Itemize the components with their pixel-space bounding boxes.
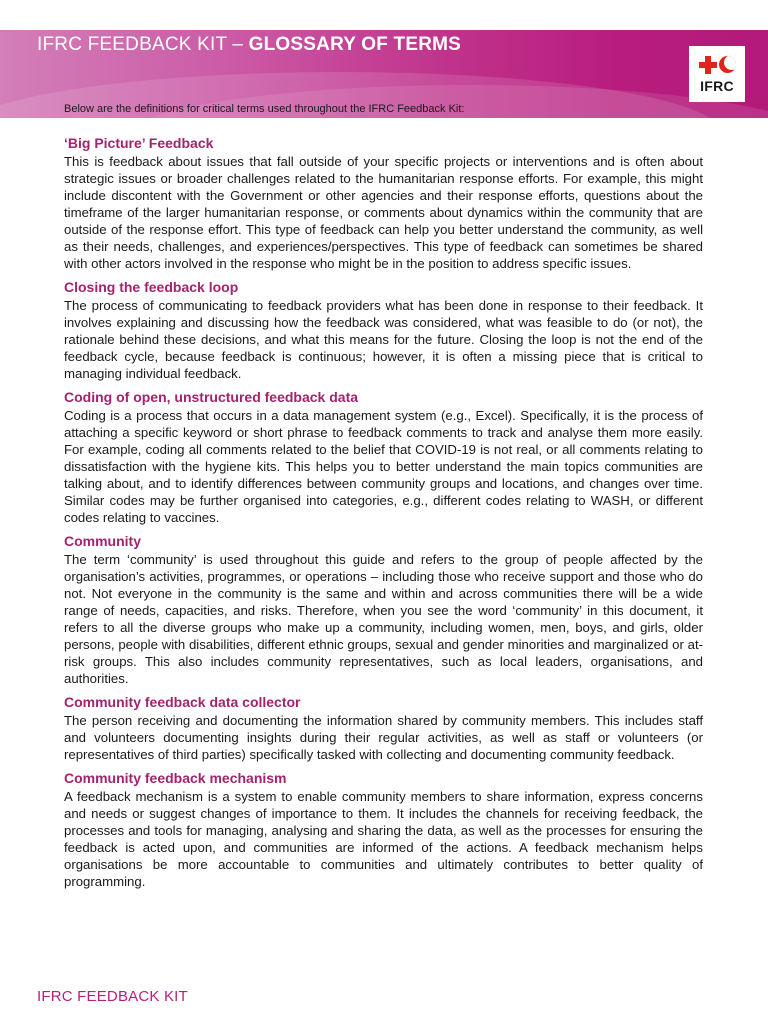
- glossary-definition: The person receiving and documenting the information shared by community members. This includes staff and volunteers documenting insights during their regular activities, as well as staff or volunteers (or representatives of third parties) specifically tasked with collecting and documenting community feedback.: [64, 713, 703, 762]
- glossary-entry: [64, 694, 703, 763]
- glossary-entry: [64, 279, 703, 382]
- intro-text: Below are the definitions for critical terms used throughout the IFRC Feedback Kit:: [64, 103, 465, 115]
- red-cross-icon: [699, 56, 717, 74]
- glossary-term: Coding of open, unstructured feedback data: [64, 389, 359, 405]
- ifrc-logo: [689, 46, 745, 102]
- glossary-entry: [64, 770, 703, 890]
- glossary-term: Community feedback mechanism: [64, 770, 287, 786]
- glossary-entry: [64, 533, 703, 687]
- glossary-term: Community feedback data collector: [64, 694, 301, 710]
- glossary-definition: This is feedback about issues that fall outside of your specific projects or interventions and is often about strategic issues or broader challenges related to the humanitarian response efforts. For example, this might include discontent with the Government or other agencies and their response efforts, questions about the timeframe of the larger humanitarian response, or comments about dynamics within the community that are outside of the response effort. This type of feedback can help you better understand the community, as well as their needs, challenges, and experiences/perspectives. This type of feedback can sometimes be shared with other actors involved in the response who might be in the position to address specific issues.: [64, 154, 703, 271]
- glossary-definition: The term ‘community’ is used throughout this guide and refers to the group of people affected by the organisation’s activities, programmes, or operations – including those who receive support and those who do not. Not everyone in the community is the same and within and across communities there will be a wide range of needs, capacities, and risks. Therefore, when you see the word ‘community’ in this document, it refers to all the diverse groups who make up a community, including women, men, boys, and girls, older persons, people with disabilities, different ethnic groups, sexual and gender minorities and marginalized or at-risk groups. This also includes community representatives, such as local leaders, organisations, and authorities.: [64, 552, 703, 686]
- glossary-entry: [64, 135, 703, 272]
- glossary-list: [64, 135, 703, 897]
- red-crescent-icon: [719, 56, 736, 73]
- glossary-definition: The process of communicating to feedback providers what has been done in response to their feedback. It involves explaining and discussing how the feedback was considered, what was feasible to do (or not), the rationale behind these decisions, and what this means for the future. Closing the loop is not the end of the feedback cycle, because feedback is continuous; however, it is often a missing piece that is critical to managing individual feedback.: [64, 298, 703, 381]
- page-title-bold: GLOSSARY OF TERMS: [248, 34, 462, 55]
- glossary-term: ‘Big Picture’ Feedback: [64, 135, 214, 151]
- glossary-definition: A feedback mechanism is a system to enable community members to share information, express concerns and needs or suggest changes of importance to them. It includes the channels for receiving feedback, the processes and tools for managing, analysing and sharing the data, as well as the processes for ensuring the feedback is acted upon, and communities are informed of the actions. A feedback mechanism helps organisations be more accountable to communities and ultimately contributes to better quality of programming.: [64, 789, 703, 889]
- glossary-entry: [64, 389, 703, 526]
- glossary-term: Closing the feedback loop: [64, 279, 239, 295]
- glossary-term: Community: [64, 533, 141, 549]
- page-title-prefix: IFRC FEEDBACK KIT –: [37, 34, 249, 55]
- glossary-definition: Coding is a process that occurs in a data management system (e.g., Excel). Specifically, it is the process of attaching a specific keyword or short phrase to feedback comments to track and analyse them more easily. For example, coding all comments related to the belief that COVID-19 is not real, or all comments relating to dissatisfaction with the hygiene kits. This helps you to better understand the main topics communities are talking about, and to identify differences between community groups and locations, and changes over time. Similar codes may be further organised into categories, e.g., different codes relating to WASH, or different codes relating to vaccines.: [64, 408, 703, 525]
- page-title: [37, 34, 461, 56]
- logo-text: IFRC: [700, 78, 734, 94]
- page-footer: IFRC FEEDBACK KIT: [37, 988, 188, 1005]
